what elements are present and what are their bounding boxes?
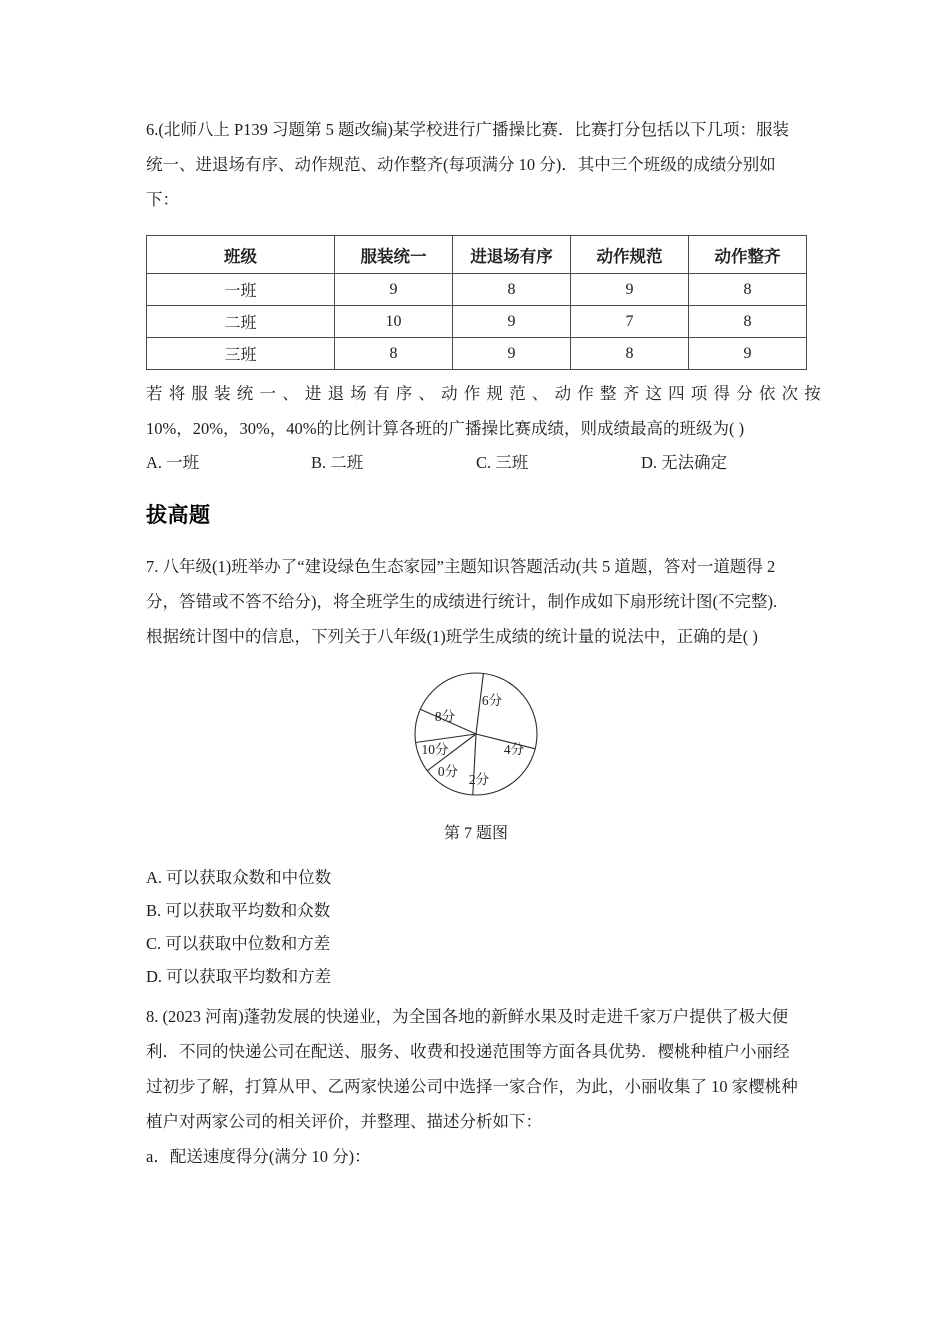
cell-neatness: 8 bbox=[689, 306, 807, 338]
th-order: 进退场有序 bbox=[453, 236, 571, 274]
q6-line-1: 6.(北师八上 P139 习题第 5 题改编)某学校进行广播操比赛．比赛打分包括以下几项：服装 bbox=[146, 120, 790, 139]
q7-choice-b[interactable]: B. 可以获取平均数和众数 bbox=[146, 901, 331, 920]
spacer bbox=[146, 217, 806, 235]
q6-choice-a-key: A. bbox=[146, 453, 163, 472]
q6-choice-b[interactable] bbox=[311, 446, 476, 479]
q6-choice-c-text: 三班 bbox=[495, 453, 529, 472]
q6-choice-b-key: B. bbox=[311, 453, 327, 472]
table-header-row bbox=[147, 236, 807, 274]
th-uniform: 服装统一 bbox=[335, 236, 453, 274]
scores-table-body bbox=[147, 274, 807, 370]
cell-standard: 7 bbox=[571, 306, 689, 338]
th-standard: 动作规范 bbox=[571, 236, 689, 274]
cell-order: 9 bbox=[453, 306, 571, 338]
pie-group bbox=[415, 673, 537, 795]
q6-choice-d-key: D. bbox=[641, 453, 658, 472]
cell-order: 9 bbox=[453, 338, 571, 370]
pie-label-4fen: 4分 bbox=[503, 742, 525, 757]
q7-choice-c[interactable]: C. 可以获取中位数和方差 bbox=[146, 934, 331, 953]
pie-label-0fen: 0分 bbox=[437, 764, 459, 779]
q8-sub-a: a．配送速度得分(满分 10 分)： bbox=[146, 1147, 371, 1166]
q7-line-1: 7. 八年级(1)班举办了“建设绿色生态家园”主题知识答题活动(共 5 道题，答对一道题得 2 bbox=[146, 557, 776, 576]
scores-table-head bbox=[147, 236, 807, 274]
q6-choices bbox=[146, 446, 806, 479]
cell-class: 三班 bbox=[147, 338, 335, 370]
q6-choice-d-text: 无法确定 bbox=[661, 453, 728, 472]
table-row bbox=[147, 306, 807, 338]
th-neatness: 动作整齐 bbox=[689, 236, 807, 274]
q7-line-2: 分，答错或不答不给分)，将全班学生的成绩进行统计，制作成如下扇形统计图(不完整). bbox=[146, 592, 778, 611]
spacer bbox=[146, 847, 806, 861]
spacer bbox=[146, 654, 806, 664]
q6-after-line-1: 若将服装统一、进退场有序、动作规范、动作整齐这四项得分依次按 bbox=[146, 384, 827, 403]
q8-line-1: 8. (2023 河南)蓬勃发展的快递业，为全国各地的新鲜水果及时走进千家万户提供了极大便 bbox=[146, 1007, 789, 1026]
cell-standard: 9 bbox=[571, 274, 689, 306]
spacer bbox=[146, 531, 806, 549]
q7-choice-a[interactable]: A. 可以获取众数和中位数 bbox=[146, 868, 332, 887]
cell-neatness: 8 bbox=[689, 274, 807, 306]
q8-line-4: 植户对两家公司的相关评价，并整理、描述分析如下： bbox=[146, 1112, 542, 1131]
page-content bbox=[146, 112, 827, 1174]
table-row bbox=[147, 338, 807, 370]
q8-line-2: 利．不同的快递公司在配送、服务、收费和投递范围等方面各具优势．樱桃种植户小丽经 bbox=[146, 1042, 790, 1061]
spacer bbox=[146, 809, 806, 821]
q7-line-3: 根据统计图中的信息，下列关于八年级(1)班学生成绩的统计量的说法中，正确的是( ) bbox=[146, 627, 758, 646]
q6-choice-b-text: 二班 bbox=[330, 453, 364, 472]
question-6 bbox=[146, 112, 827, 479]
q7-figure-caption: 第 7 题图 bbox=[443, 825, 508, 842]
question-7 bbox=[146, 549, 806, 993]
cell-class: 二班 bbox=[147, 306, 335, 338]
scores-table bbox=[146, 235, 807, 370]
cell-class: 一班 bbox=[147, 274, 335, 306]
pie-label-2fen: 2分 bbox=[468, 772, 490, 787]
cell-uniform: 8 bbox=[335, 338, 453, 370]
cell-order: 8 bbox=[453, 274, 571, 306]
q6-line-3: 下： bbox=[146, 190, 179, 209]
cell-neatness: 9 bbox=[689, 338, 807, 370]
pie-chart-scores bbox=[326, 664, 626, 804]
q6-choice-c[interactable] bbox=[476, 446, 641, 479]
cell-uniform: 9 bbox=[335, 274, 453, 306]
q6-line-2: 统一、进退场有序、动作规范、动作整齐(每项满分 10 分)．其中三个班级的成绩分别如 bbox=[146, 155, 776, 174]
pie-label-8fen: 8分 bbox=[434, 709, 456, 724]
cell-uniform: 10 bbox=[335, 306, 453, 338]
pie-label-6fen: 6分 bbox=[481, 693, 503, 708]
q8-line-3: 过初步了解，打算从甲、乙两家快递公司中选择一家合作，为此，小丽收集了 10 家樱桃种 bbox=[146, 1077, 798, 1096]
q6-choice-c-key: C. bbox=[476, 453, 492, 472]
q6-choice-a-text: 一班 bbox=[166, 453, 200, 472]
pie-label-10fen: 10分 bbox=[421, 742, 449, 757]
q6-after-line-2: 10%，20%，30%，40%的比例计算各班的广播操比赛成绩，则成绩最高的班级为( ) bbox=[146, 419, 745, 438]
q6-choice-a[interactable] bbox=[146, 446, 311, 479]
cell-standard: 8 bbox=[571, 338, 689, 370]
section-heading-advanced: 拔高题 bbox=[146, 504, 211, 527]
th-class: 班级 bbox=[147, 236, 335, 274]
question-8 bbox=[146, 999, 806, 1174]
table-row bbox=[147, 274, 807, 306]
q6-choice-d[interactable] bbox=[641, 446, 806, 479]
q7-choice-d[interactable]: D. 可以获取平均数和方差 bbox=[146, 967, 332, 986]
q7-figure bbox=[146, 664, 806, 847]
spacer bbox=[146, 479, 806, 501]
